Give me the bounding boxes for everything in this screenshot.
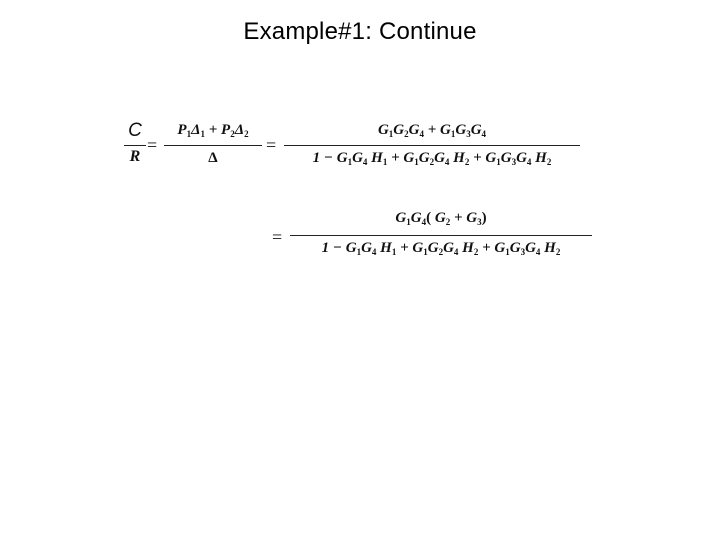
simplified-denominator: $1 - G_1G_4$ $H_1 + G_1G_2G_4$ $H_2 + G_1G_3G_4$ $H_2$ (321, 240, 561, 257)
expanded-fraction (284, 118, 580, 174)
lhs-denominator: R (129, 148, 141, 165)
expanded-denominator: $1 - G_1G_4$ $H_1 + G_1G_2G_4$ $H_2 + G_1G_3G_4$ $H_2$ (312, 150, 552, 167)
expanded-fraction-bar (284, 145, 580, 146)
simplified-numerator: $G_1G_4$( $G_2 + G_3$) (395, 210, 487, 227)
mason-fraction-bar (164, 145, 262, 146)
mason-numerator: $P_1\Delta_1 + P_2\Delta_2$ (177, 122, 249, 139)
mason-denominator: Δ (208, 150, 218, 166)
equals-sign-3: = (272, 227, 283, 247)
equals-sign-1: = (147, 135, 158, 155)
lhs-numerator: C (128, 120, 142, 141)
lhs-fraction-bar (124, 145, 146, 146)
mason-fraction (164, 118, 262, 174)
simplified-fraction (290, 206, 592, 266)
expanded-numerator: $G_1G_2G_4 + G_1G_3G_4$ (377, 122, 487, 139)
equals-sign-2: = (266, 135, 277, 155)
simplified-fraction-bar (290, 235, 592, 236)
lhs-fraction (124, 118, 146, 174)
slide-title: Example#1: Continue (243, 18, 477, 45)
